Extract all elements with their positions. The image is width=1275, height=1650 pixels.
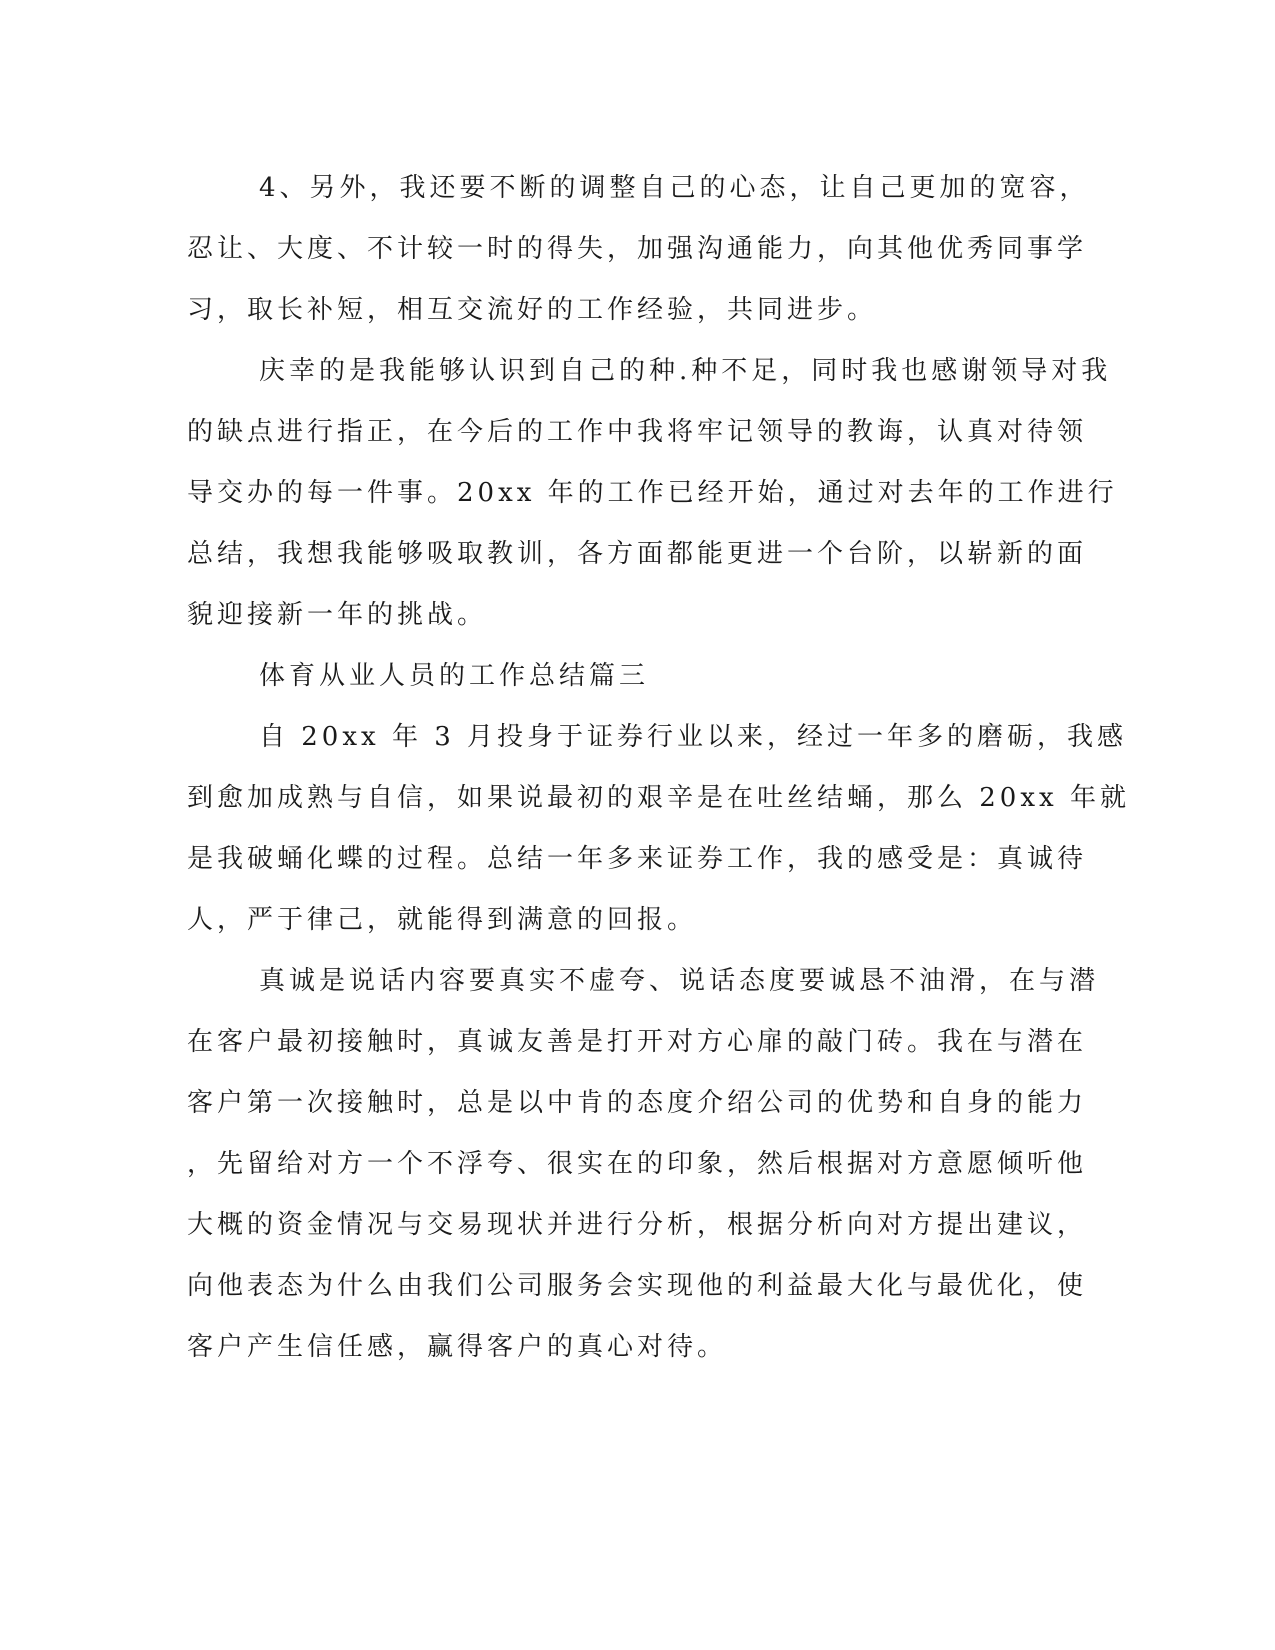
- text-line: 到愈加成熟与自信，如果说最初的艰辛是在吐丝结蛹，那么 20xx 年就: [187, 783, 1130, 813]
- text-line: 自 20xx 年 3 月投身于证券行业以来，经过一年多的磨砺，我感: [259, 722, 1128, 752]
- text-line: 的缺点进行指正，在今后的工作中我将牢记领导的教诲，认真对待领: [187, 417, 1088, 447]
- text-line: 总结，我想我能够吸取教训，各方面都能更进一个台阶，以崭新的面: [187, 539, 1088, 569]
- section-heading: 体育从业人员的工作总结篇三: [259, 661, 650, 691]
- text-line: 忍让、大度、不计较一时的得失，加强沟通能力，向其他优秀同事学: [187, 234, 1088, 264]
- text-line: 大概的资金情况与交易现状并进行分析，根据分析向对方提出建议，: [187, 1210, 1088, 1240]
- text-line: 4、另外，我还要不断的调整自己的心态，让自己更加的宽容，: [259, 173, 1090, 203]
- text-line: 貌迎接新一年的挑战。: [187, 600, 488, 630]
- text-line: 习，取长补短，相互交流好的工作经验，共同进步。: [187, 295, 878, 325]
- text-line: 客户第一次接触时，总是以中肯的态度介绍公司的优势和自身的能力: [187, 1088, 1088, 1118]
- text-line: 向他表态为什么由我们公司服务会实现他的利益最大化与最优化，使: [187, 1271, 1088, 1301]
- text-line: 人，严于律己，就能得到满意的回报。: [187, 905, 698, 935]
- text-line: 客户产生信任感，赢得客户的真心对待。: [187, 1332, 728, 1362]
- text-line: 是我破蛹化蝶的过程。总结一年多来证券工作，我的感受是：真诚待: [187, 844, 1088, 874]
- text-line: 导交办的每一件事。20xx 年的工作已经开始，通过对去年的工作进行: [187, 478, 1118, 508]
- text-line: 庆幸的是我能够认识到自己的种.种不足，同时我也感谢领导对我: [259, 356, 1112, 386]
- text-line: 在客户最初接触时，真诚友善是打开对方心扉的敲门砖。我在与潜在: [187, 1027, 1088, 1057]
- document-body: [187, 158, 1130, 1378]
- text-line: 真诚是说话内容要真实不虚夸、说话态度要诚恳不油滑，在与潜: [259, 966, 1100, 996]
- text-line: ，先留给对方一个不浮夸、很实在的印象，然后根据对方意愿倾听他: [187, 1149, 1088, 1179]
